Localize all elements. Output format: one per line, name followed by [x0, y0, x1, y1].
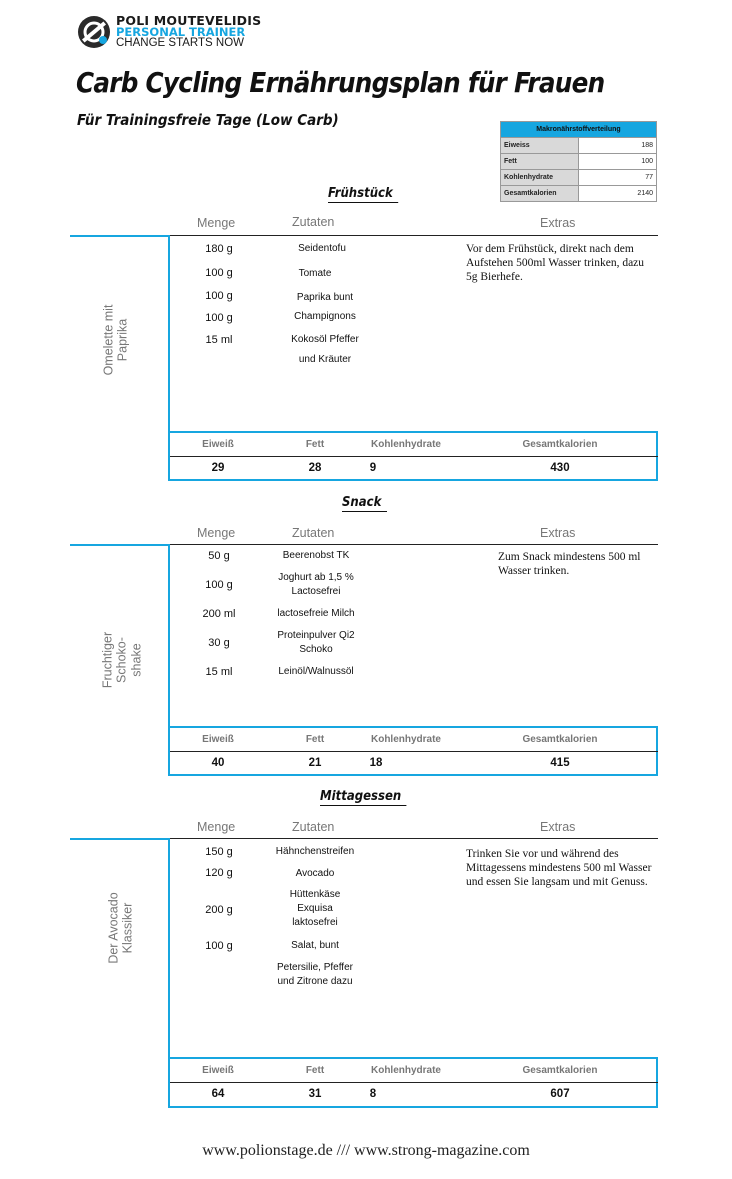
meal-extras: Zum Snack mindestens 500 ml Wasser trinken. — [498, 551, 641, 577]
column-header-extras: Extras — [540, 820, 576, 834]
total-protein: 29 — [211, 462, 225, 474]
column-header-zutaten: Zutaten — [292, 820, 335, 834]
total-protein: 40 — [211, 757, 225, 769]
ingredient-name: Tomate — [298, 268, 332, 279]
page-title: Carb Cycling Ernährungsplan für Frauen — [76, 66, 605, 99]
total-fat: 28 — [308, 462, 322, 474]
divider — [70, 544, 170, 546]
divider — [170, 1082, 658, 1083]
divider — [170, 479, 658, 481]
summary-label-protein: Eiweiß — [202, 439, 234, 450]
summary-label-calories: Gesamtkalorien — [522, 439, 598, 450]
divider — [170, 235, 658, 236]
total-protein: 64 — [211, 1088, 225, 1100]
column-header-menge: Menge — [197, 216, 236, 230]
divider — [170, 774, 658, 776]
ingredient-name: Paprika bunt — [296, 292, 354, 303]
meal-title: Mittagessen — [320, 789, 407, 806]
meal-title: Snack — [342, 495, 387, 512]
macro-value: 77 — [579, 170, 657, 186]
ingredient-qty: 100 g — [205, 940, 233, 952]
logo-emblem-icon — [76, 14, 112, 50]
ingredient-qty: 15 ml — [205, 666, 233, 678]
ingredient-name: Joghurt ab 1,5 % Lactosefrei — [278, 572, 354, 597]
summary-label-calories: Gesamtkalorien — [522, 1065, 598, 1076]
macro-table-header: Makronährstoffverteilung — [501, 122, 657, 138]
total-fat: 31 — [308, 1088, 322, 1100]
brand-role: PERSONAL TRAINER — [116, 25, 246, 39]
total-carbs: 9 — [369, 462, 377, 474]
summary-label-carbs: Kohlenhydrate — [370, 1065, 441, 1076]
ingredient-name: Leinöl/Walnussöl — [278, 666, 354, 677]
total-calories: 415 — [550, 757, 570, 769]
divider — [170, 456, 658, 457]
column-header-extras: Extras — [540, 526, 576, 540]
ingredient-qty: 150 g — [205, 846, 233, 858]
total-carbs: 8 — [369, 1088, 377, 1100]
macro-label: Fett — [501, 154, 579, 170]
footer-links: www.polionstage.de /// www.strong-magazine.com — [202, 1142, 530, 1159]
macro-label: Eiweiss — [501, 138, 579, 154]
total-carbs: 18 — [369, 757, 383, 769]
ingredient-qty: 50 g — [208, 550, 230, 562]
divider — [70, 235, 170, 237]
macro-label: Gesamtkalorien — [501, 186, 579, 202]
divider — [170, 544, 658, 545]
summary-label-protein: Eiweiß — [202, 1065, 234, 1076]
meal-title: Frühstück — [328, 186, 398, 203]
column-header-menge: Menge — [197, 526, 236, 540]
ingredient-qty: 200 g — [205, 904, 233, 916]
ingredient-qty: 30 g — [208, 637, 230, 649]
ingredient-name: Champignons — [294, 311, 356, 322]
ingredient-name: Proteinpulver Qi2 Schoko — [277, 630, 355, 655]
ingredient-name: lactosefreie Milch — [277, 608, 355, 619]
column-header-zutaten: Zutaten — [292, 526, 335, 540]
column-header-extras: Extras — [540, 216, 576, 230]
ingredient-name: Avocado — [295, 868, 335, 879]
brand-claim: CHANGE STARTS NOW — [116, 37, 244, 49]
ingredient-qty: 100 g — [205, 312, 233, 324]
macro-value: 2140 — [579, 186, 657, 202]
ingredient-name: Kokosöl Pfeffer und Kräuter — [291, 334, 359, 365]
ingredient-name: Seidentofu — [298, 243, 346, 254]
divider — [170, 1106, 658, 1108]
divider — [170, 726, 658, 728]
total-fat: 21 — [308, 757, 322, 769]
total-calories: 607 — [550, 1088, 570, 1100]
summary-label-calories: Gesamtkalorien — [522, 734, 598, 745]
summary-label-fat: Fett — [305, 1065, 325, 1076]
ingredient-name: Petersilie, Pfeffer und Zitrone dazu — [277, 962, 353, 987]
meal-extras: Vor dem Frühstück, direkt nach dem Aufstehen 500ml Wasser trinken, dazu 5g Bierhefe. — [466, 243, 645, 283]
column-header-menge: Menge — [197, 820, 236, 834]
macro-value: 188 — [579, 138, 657, 154]
ingredient-qty: 100 g — [205, 267, 233, 279]
divider — [168, 235, 170, 481]
divider — [168, 544, 170, 776]
ingredient-name: Beerenobst TK — [282, 550, 350, 561]
ingredient-name: Hähnchenstreifen — [275, 846, 355, 857]
brand-name: POLI MOUTEVELIDIS — [116, 13, 262, 28]
page-subtitle: Für Trainingsfreie Tage (Low Carb) — [77, 111, 339, 129]
ingredient-qty: 200 ml — [202, 608, 236, 620]
total-calories: 430 — [550, 462, 570, 474]
summary-label-carbs: Kohlenhydrate — [370, 734, 441, 745]
meal-extras: Trinken Sie vor und während des Mittagessens mindestens 500 ml Wasser und essen Sie langsam und mit Genuss. — [466, 848, 652, 888]
divider — [170, 838, 658, 839]
ingredient-name: Hüttenkäse Exquisa laktosefrei — [289, 889, 341, 928]
divider — [170, 431, 658, 433]
ingredient-qty: 15 ml — [205, 334, 233, 346]
divider — [170, 751, 658, 752]
ingredient-qty: 180 g — [205, 243, 233, 255]
macro-table — [500, 121, 657, 202]
ingredient-qty: 100 g — [205, 290, 233, 302]
summary-label-protein: Eiweiß — [202, 734, 234, 745]
divider — [168, 838, 170, 1108]
summary-label-carbs: Kohlenhydrate — [370, 439, 441, 450]
ingredient-qty: 100 g — [205, 579, 233, 591]
ingredient-qty: 120 g — [205, 867, 233, 879]
macro-value: 100 — [579, 154, 657, 170]
summary-label-fat: Fett — [305, 439, 325, 450]
brand-logo — [76, 12, 276, 56]
ingredient-name: Salat, bunt — [291, 940, 339, 951]
macro-label: Kohlenhydrate — [501, 170, 579, 186]
column-header-zutaten: Zutaten — [292, 215, 335, 229]
divider — [70, 838, 170, 840]
divider — [170, 1057, 658, 1059]
summary-label-fat: Fett — [305, 734, 325, 745]
